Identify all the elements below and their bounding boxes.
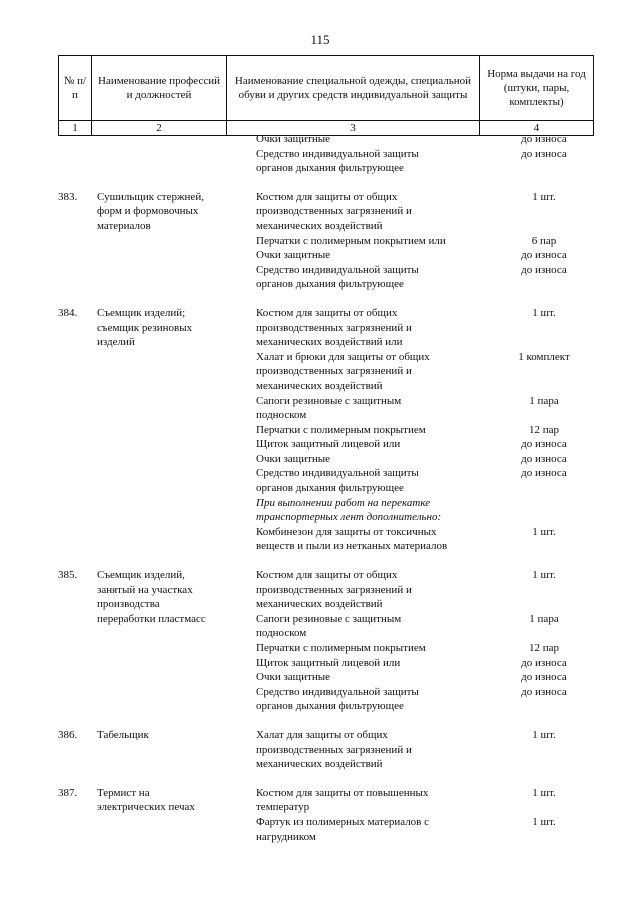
equipment-item <box>242 234 593 249</box>
equipment-name <box>242 670 495 685</box>
profession-line: Табельщик <box>97 728 149 741</box>
equipment-name-line: Щиток защитный лицевой или <box>256 438 401 451</box>
equipment-name-line: температур <box>256 801 310 814</box>
equipment-name <box>242 394 495 423</box>
equipment-name-line: подноском <box>256 409 307 422</box>
equipment-item <box>242 132 593 147</box>
equipment-name <box>242 452 495 467</box>
equipment-name <box>242 656 495 671</box>
row-number: 385. <box>58 569 78 582</box>
equipment-name-line: Щиток защитный лицевой или <box>256 656 401 669</box>
equipment-name <box>242 728 495 772</box>
equipment-name-line: веществ и пыли из нетканых материалов <box>256 540 448 553</box>
equipment-item <box>242 685 593 714</box>
equipment-name-line: Костюм для защиты от общих <box>256 190 398 203</box>
equipment-name-line: подноском <box>256 627 307 640</box>
equipment-name-line: механических воздействий или <box>256 336 403 349</box>
header-norm: Норма выдачи на год (штуки, пары, комплекты) <box>480 56 594 121</box>
equipment-name <box>242 641 495 656</box>
equipment-item <box>242 728 593 772</box>
equipment-norm: до износа <box>521 685 567 698</box>
profession-line: электрических печах <box>97 801 195 814</box>
header-profession: Наименование профессий и должностей <box>92 56 227 121</box>
profession-line: съемщик резиновых <box>97 321 193 334</box>
equipment-norm: 1 шт. <box>532 525 556 538</box>
equipment-name-line: производственных загрязнений и <box>256 743 412 756</box>
equipment-name-line: Средство индивидуальной защиты <box>256 685 419 698</box>
profession-name <box>91 568 242 714</box>
equipment-name-line: Фартук из полимерных материалов с <box>256 815 430 828</box>
equipment-name-line: Халат и брюки для защиты от общих <box>256 350 430 363</box>
row-number: 383. <box>58 190 78 203</box>
equipment-norm: до износа <box>521 438 567 451</box>
equipment-name-line: Костюм для защиты от повышенных <box>256 786 429 799</box>
profession-name <box>91 306 242 554</box>
equipment-name-line: механических воздействий <box>256 598 383 611</box>
column-number-1: 1 <box>59 121 92 136</box>
table-row <box>58 306 593 554</box>
equipment-name-line: Очки защитные <box>256 249 331 262</box>
row-number: 386. <box>58 728 78 741</box>
equipment-name <box>242 234 495 249</box>
equipment-norm: 1 шт. <box>532 815 556 828</box>
equipment-name-line: Средство индивидуальной защиты <box>256 467 419 480</box>
row-number: 387. <box>58 786 78 799</box>
equipment-name-line: органов дыхания фильтрующее <box>256 482 404 495</box>
equipment-name <box>242 248 495 263</box>
equipment-name-line: Перчатки с полимерным покрытием или <box>256 234 446 247</box>
profession-line: занятый на участках <box>97 583 193 596</box>
equipment-name-line: Средство индивидуальной защиты <box>256 263 419 276</box>
equipment-norm: до износа <box>521 263 567 276</box>
profession-line: Съемщик изделий, <box>97 569 185 582</box>
equipment-item <box>242 525 593 554</box>
equipment-name-line: производственных загрязнений и <box>256 583 412 596</box>
column-number-3: 3 <box>227 121 480 136</box>
equipment-name <box>242 496 495 525</box>
equipment-item <box>242 670 593 685</box>
equipment-name-line: При выполнении работ на перекатке <box>256 496 431 509</box>
equipment-norm: 6 пар <box>531 234 557 247</box>
column-number-4: 4 <box>480 121 594 136</box>
header-equipment: Наименование специальной одежды, специальной обуви и других средств индивидуальной защиты <box>227 56 480 121</box>
equipment-norm: 1 комплект <box>518 350 570 363</box>
profession-line: производства <box>97 598 160 611</box>
equipment-name <box>242 147 495 176</box>
equipment-item <box>242 437 593 452</box>
profession-line: изделий <box>97 336 135 349</box>
table-body <box>58 132 593 844</box>
page-number: 115 <box>310 32 330 47</box>
equipment-name-line: Очки защитные <box>256 452 331 465</box>
equipment-name-line: Сапоги резиновые с защитным <box>256 612 402 625</box>
table-header <box>58 55 594 136</box>
profession-line: форм и формовочных <box>97 205 199 218</box>
equipment-name-line: Костюм для защиты от общих <box>256 306 398 319</box>
equipment-item <box>242 786 593 815</box>
equipment-norm <box>495 496 593 525</box>
equipment-item <box>242 190 593 234</box>
equipment-name-line: производственных загрязнений и <box>256 365 412 378</box>
equipment-name <box>242 685 495 714</box>
equipment-item <box>242 815 593 844</box>
equipment-item <box>242 568 593 612</box>
profession-line: материалов <box>97 219 151 232</box>
equipment-name-line: Очки защитные <box>256 133 331 145</box>
profession-line: Термист на <box>97 786 150 799</box>
equipment-item <box>242 423 593 438</box>
equipment-name <box>242 132 495 147</box>
equipment-name-line: органов дыхания фильтрующее <box>256 278 404 291</box>
table-row <box>58 786 593 844</box>
table-row <box>58 728 593 772</box>
equipment-item <box>242 350 593 394</box>
equipment-name <box>242 815 495 844</box>
equipment-name-line: производственных загрязнений и <box>256 321 412 334</box>
equipment-item <box>242 641 593 656</box>
table-row <box>58 190 593 292</box>
equipment-name-line: нагрудником <box>256 830 316 843</box>
row-number <box>58 132 91 176</box>
equipment-item <box>242 496 593 525</box>
equipment-name <box>242 306 495 350</box>
equipment-norm: 12 пар <box>528 642 560 654</box>
equipment-norm: 1 шт. <box>532 728 556 741</box>
equipment-norm: до износа <box>521 249 567 262</box>
equipment-norm: до износа <box>521 467 567 480</box>
equipment-norm: 12 пар <box>528 423 560 436</box>
equipment-item <box>242 147 593 176</box>
equipment-name-line: Костюм для защиты от общих <box>256 569 398 582</box>
equipment-name-line: Средство индивидуальной защиты <box>256 147 419 160</box>
equipment-name <box>242 466 495 495</box>
equipment-name <box>242 612 495 641</box>
equipment-item <box>242 656 593 671</box>
equipment-name-line: Перчатки с полимерным покрытием <box>256 423 426 436</box>
equipment-name <box>242 568 495 612</box>
equipment-item <box>242 394 593 423</box>
equipment-name-line: Халат для защиты от общих <box>256 728 388 741</box>
profession-name <box>91 132 242 176</box>
equipment-norm: до износа <box>521 452 567 465</box>
header-number: № п/п <box>59 56 92 121</box>
equipment-name-line: механических воздействий <box>256 758 383 771</box>
equipment-name-line: Комбинезон для защиты от токсичных <box>256 525 437 538</box>
profession-name <box>91 728 242 772</box>
profession-name <box>91 786 242 844</box>
equipment-name <box>242 190 495 234</box>
equipment-name <box>242 786 495 815</box>
equipment-name <box>242 525 495 554</box>
equipment-name-line: транспортерных лент дополнительно: <box>256 511 442 524</box>
equipment-norm: до износа <box>521 656 567 669</box>
equipment-name-line: производственных загрязнений и <box>256 205 412 218</box>
equipment-name <box>242 423 495 438</box>
profession-name <box>91 190 242 292</box>
equipment-name-line: Сапоги резиновые с защитным <box>256 394 402 407</box>
equipment-norm: до износа <box>521 671 567 684</box>
profession-line: Съемщик изделий; <box>97 306 186 319</box>
table-row <box>58 132 593 176</box>
equipment-norm: 1 шт. <box>532 190 556 203</box>
equipment-name-line: механических воздействий <box>256 379 383 392</box>
row-number: 384. <box>58 306 78 319</box>
column-number-2: 2 <box>92 121 227 136</box>
equipment-item <box>242 612 593 641</box>
equipment-item <box>242 263 593 292</box>
equipment-norm: 1 шт. <box>532 786 556 799</box>
equipment-name-line: органов дыхания фильтрующее <box>256 162 404 175</box>
equipment-name-line: Перчатки с полимерным покрытием <box>256 642 426 654</box>
equipment-name-line: органов дыхания фильтрующее <box>256 700 404 713</box>
equipment-norm: до износа <box>521 147 567 160</box>
equipment-name-line: Очки защитные <box>256 671 331 684</box>
table-row <box>58 568 593 714</box>
profession-line: переработки пластмасс <box>97 612 206 625</box>
equipment-norm: до износа <box>521 133 567 145</box>
equipment-item <box>242 466 593 495</box>
equipment-item <box>242 248 593 263</box>
equipment-norm: 1 шт. <box>532 569 556 582</box>
equipment-name <box>242 263 495 292</box>
equipment-norm: 1 шт. <box>532 306 556 319</box>
equipment-norm: 1 пара <box>529 612 559 625</box>
equipment-name-line: механических воздействий <box>256 219 383 232</box>
profession-line: Сушильщик стержней, <box>97 190 204 203</box>
equipment-norm: 1 пара <box>529 394 559 407</box>
equipment-name <box>242 437 495 452</box>
equipment-name <box>242 350 495 394</box>
equipment-item <box>242 306 593 350</box>
equipment-item <box>242 452 593 467</box>
